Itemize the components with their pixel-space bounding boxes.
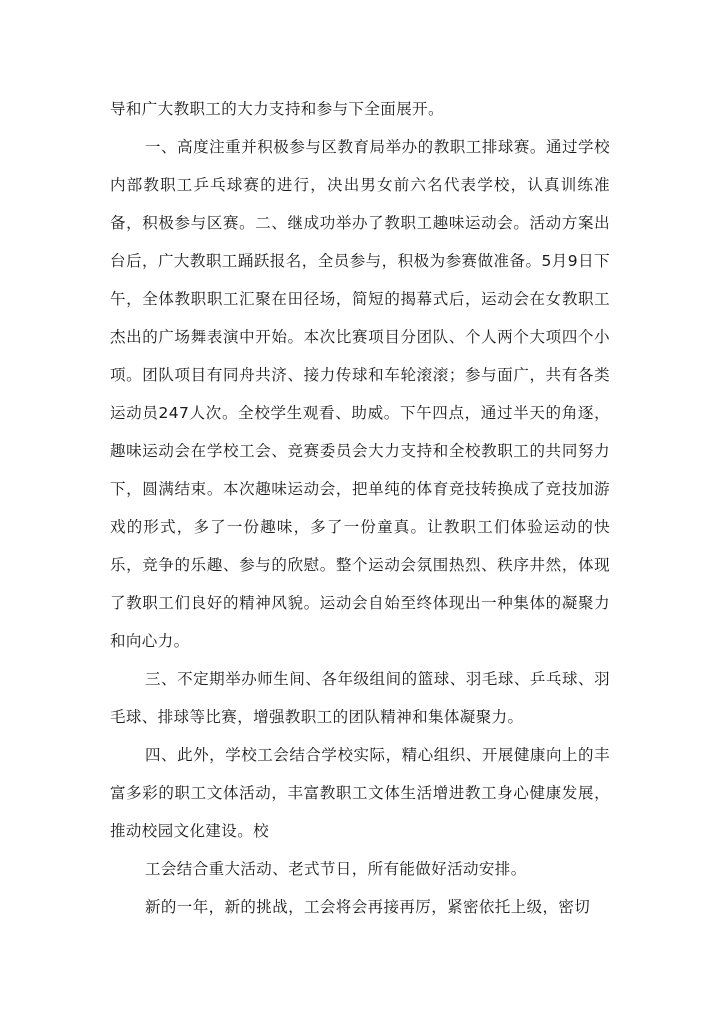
paragraph-union-activities: 工会结合重大活动、老式节日，所有能做好活动安排。: [145, 860, 527, 878]
paragraph-item-three: 三、不定期举办师生间、各年级组间的篮球、羽毛球、乒乓球、羽毛球、排球等比赛，增强教职工的团队精神和集体凝聚力。: [110, 670, 610, 726]
paragraph-item-one: 一、高度注重并积极参与区教育局举办的教职工排球赛。通过学校内部教职工乒乓球赛的进行，决出男女前六名代表学校，认真训练准备，积极参与区赛。二、继成功举办了教职工趣味运动会。活动方案出台后，广大教职工踊跃报名，全员参与，积极为参赛做准备。5月9日下午，全体教职职工汇聚在田径场，简短的揭幕式后，运动会在女教职工杰出的广场舞表演中开始。本次比赛项目分团队、个人两个大项四个小项。团队项目有同舟共济、接力传球和车轮滚滚；参与面广，共有各类运动员247人次。全校学生观看、助威。下午四点，通过半天的角逐，趣味运动会在学校工会、竞赛委员会大力支持和全校教职工的共同努力下，圆满结束。本次趣味运动会，把单纯的体育竞技转换成了竞技加游戏的形式，多了一份趣味，多了一份童真。让教职工们体验运动的快乐，竞争的乐趣、参与的欣慰。整个运动会氛围热烈、秩序井然，体现了教职工们良好的精神风貌。运动会自始至终体现出一种集体的凝聚力和向心力。: [110, 138, 610, 650]
document-body: [110, 90, 610, 926]
paragraph-continuation: 导和广大教职工的大力支持和参与下全面展开。: [110, 100, 444, 118]
paragraph-item-four: 四、此外，学校工会结合学校实际，精心组织、开展健康向上的丰富多彩的职工文体活动，丰富教职工文体生活增进教工身心健康发展，推动校园文化建设。校: [110, 746, 610, 840]
paragraph-new-year: 新的一年，新的挑战，工会将会再接再厉，紧密依托上级，密切: [145, 898, 591, 916]
